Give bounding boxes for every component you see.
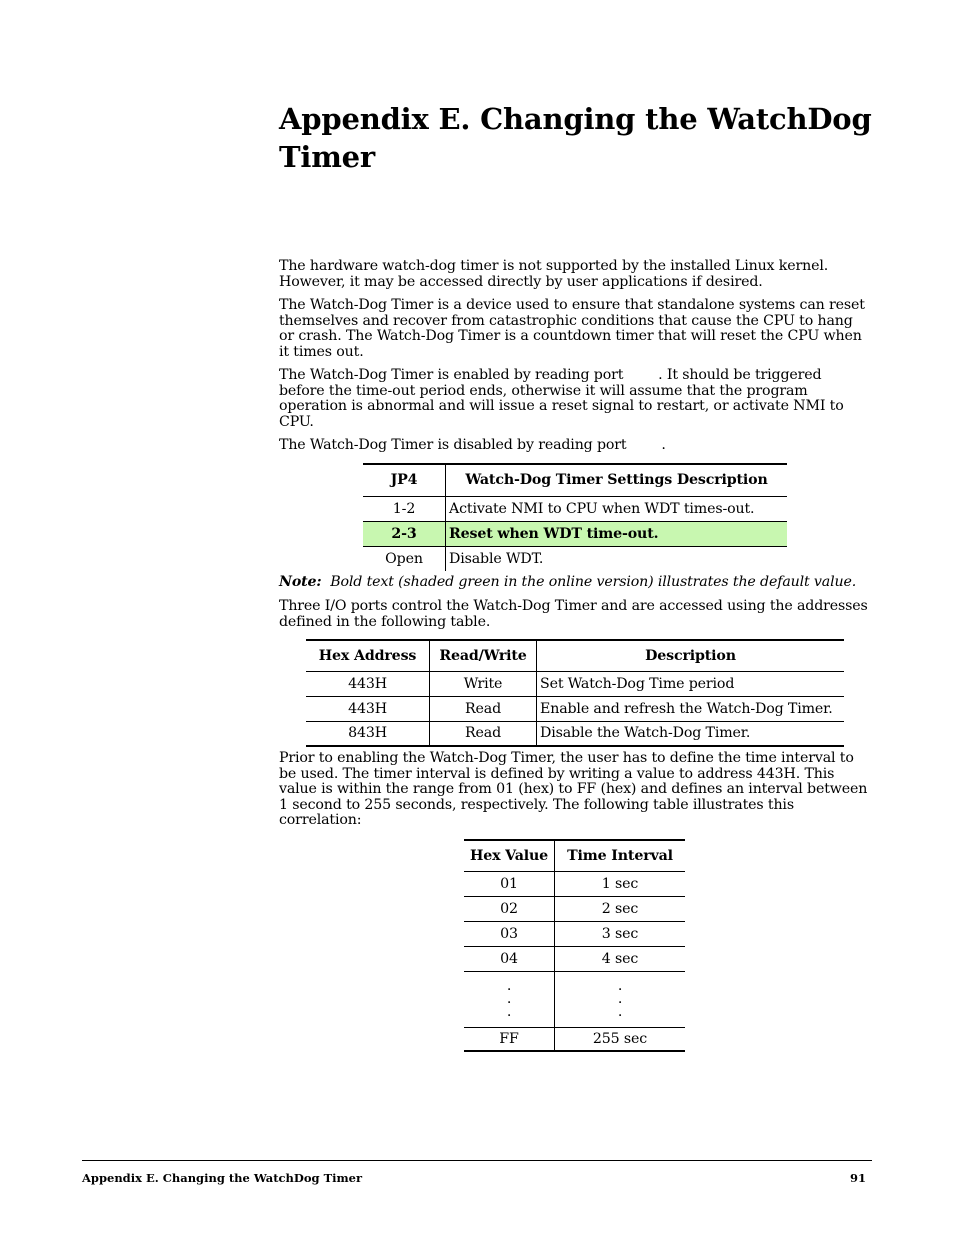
header-time-interval: Time Interval (555, 840, 686, 871)
header-hex-value: Hex Value (464, 840, 555, 871)
footer-page-number: 91 (849, 1171, 866, 1185)
description-cell: Disable the Watch-Dog Timer. (540, 725, 751, 742)
hex-value-cell: FF (464, 1027, 555, 1051)
paragraph-wdt-disable: The Watch-Dog Timer is disabled by reading port . (279, 437, 666, 453)
table-row (464, 921, 685, 946)
jp4-settings-table (363, 463, 787, 571)
header-settings-description: Watch-Dog Timer Settings Description (446, 464, 788, 496)
table-row (464, 871, 685, 896)
description-cell: Reset when WDT time-out. (446, 521, 788, 546)
time-interval-cell: 255 sec (592, 1030, 648, 1047)
note-text: Bold text (shaded green in the online version) illustrates the default value. (330, 574, 857, 590)
hex-address-cell: 443H (306, 671, 430, 696)
time-interval-cell: 1 sec (601, 875, 639, 892)
table-row (464, 1027, 685, 1051)
table-row (464, 896, 685, 921)
table-row (363, 546, 787, 571)
paragraph-interval-intro: Prior to enabling the Watch-Dog Timer, the user has to define the time interval to be used. The timer interval is defined by writing a value to address 443H. This value is within the range from 01 (hex) to FF (hex) and defines an interval between 1 second to 255 seconds, respectively. The following table illustrates this correlation: (279, 750, 868, 829)
table-row-default (363, 521, 787, 546)
header-read-write: Read/Write (430, 640, 537, 671)
header-jp4: JP4 (363, 464, 446, 496)
description-cell: Disable WDT. (449, 550, 544, 567)
footer-chapter-title: Appendix E. Changing the WatchDog Timer (82, 1171, 363, 1185)
paragraph-wdt-enable: The Watch-Dog Timer is enabled by reading port . It should be triggered before the time-out period ends, otherwise it will assume that the program operation is abnormal and will issue a reset signal to restart, or activate NMI to CPU. (279, 367, 848, 430)
time-interval-table (464, 839, 685, 1052)
table-row-ellipsis (464, 971, 685, 1027)
hex-value-cell: 02 (464, 896, 555, 921)
table-row (464, 946, 685, 971)
time-interval-cell: 2 sec (601, 900, 639, 917)
paragraph-linux-support: The hardware watch-dog timer is not supported by the installed Linux kernel. However, it may be accessed directly by user applications if desired. (279, 258, 829, 290)
io-ports-table (306, 639, 844, 747)
jp4-cell: 1-2 (363, 496, 446, 521)
paragraph-ports-intro: Three I/O ports control the Watch-Dog Timer and are accessed using the addresses defined in the following table. (279, 598, 868, 630)
hex-address-cell: 443H (306, 696, 430, 721)
read-write-cell: Write (430, 671, 537, 696)
table-header-row (363, 464, 787, 496)
jp4-cell: 2-3 (363, 521, 446, 546)
footer-divider (82, 1160, 872, 1161)
hex-value-cell: 04 (464, 946, 555, 971)
time-interval-cell: 3 sec (601, 925, 639, 942)
time-interval-cell: 4 sec (601, 950, 639, 967)
hex-address-cell: 843H (306, 721, 430, 746)
description-cell: Activate NMI to CPU when WDT times-out. (449, 500, 755, 517)
table-header-row (306, 640, 844, 671)
table-row (306, 671, 844, 696)
table-header-row (464, 840, 685, 871)
page-title: Appendix E. Changing the WatchDog Timer (279, 102, 872, 174)
read-write-cell: Read (430, 721, 537, 746)
time-interval-ellipsis: . . . (617, 977, 623, 1020)
default-value-note (279, 574, 879, 590)
hex-value-ellipsis: . . . (464, 971, 555, 1027)
table-row (306, 696, 844, 721)
jp4-cell: Open (363, 546, 446, 571)
note-label: Note: (279, 574, 322, 590)
paragraph-wdt-definition: The Watch-Dog Timer is a device used to ensure that standalone systems can reset themselves and recover from catastrophic conditions that cause the CPU to hang or crash. The Watch-Dog Timer is a countdown timer that will reset the CPU when it times out. (279, 297, 865, 360)
description-cell: Set Watch-Dog Time period (540, 675, 735, 692)
hex-value-cell: 03 (464, 921, 555, 946)
header-hex-address: Hex Address (306, 640, 430, 671)
table-row (363, 496, 787, 521)
hex-value-cell: 01 (464, 871, 555, 896)
header-description: Description (537, 640, 845, 671)
description-cell: Enable and refresh the Watch-Dog Timer. (540, 700, 833, 717)
read-write-cell: Read (430, 696, 537, 721)
table-row (306, 721, 844, 746)
